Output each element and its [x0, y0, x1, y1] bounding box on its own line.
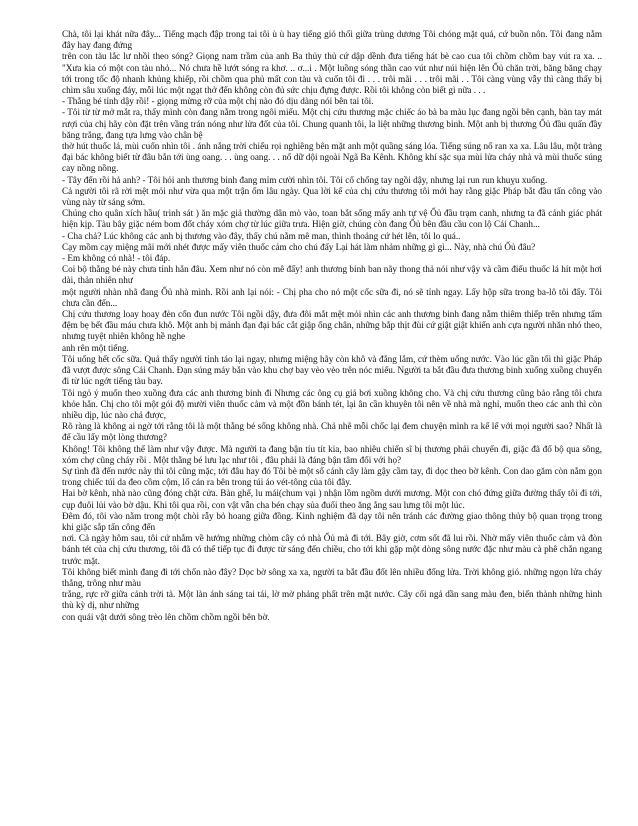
- paragraph: - Em không có nhà! - tôi đáp.: [62, 253, 171, 264]
- story-text: [62, 29, 602, 623]
- paragraph: Tôi uống hết cốc sữa. Quả thấy người tỉnh táo lại ngay, nhưng miệng hãy còn khô và đắng lắm, cứ thèm uống nước. Vào lúc gần tối thì giặc Pháp đã vượt được sông Cái Chanh. Đạn súng máy bắn vào khu chợ bay vèo vèo trên nóc miếu. Người ta bắt đầu đưa thương binh xuống xuồng chuyển đi từ lúc ngớt tiếng tàu bay.: [62, 353, 602, 387]
- paragraph: - Thằng bé tỉnh dậy rồi! - giọng mừng rỡ của một chị nào đó dịu dàng nói bên tai tôi.: [62, 96, 374, 107]
- paragraph: Chúng cho quân xích hầu( trinh sát ) ăn mặc giả thường dân mò vào, toan bắt sống mấy anh tự vệ Ốủ đầu trạm canh, nhưng ta đã cảnh giác phát hiện kịp. Tàu bây giặc ném bom đốt cháy xóm chợ từ lúc giữa trưa. Hiện giờ, chúng còn đang Ốủ bên đầu cầu con lộ Cái Chanh...: [62, 208, 602, 230]
- paragraph: trắng, rực rỡ giữa cảnh trời tà. Một làn ánh sáng tai tái, lờ mờ phảng phất trên mặt nước. Cây cối ngả dần sang màu đen, biến thành những hình thù kỳ dị, như những: [62, 589, 602, 611]
- paragraph: Cạy mồm cạy miệng mãi mới nhét được mấy viên thuốc cảm cho chú đấy Lại hát làm nhảm những gì gì... Này, nhà chú Ốủ đâu?: [62, 241, 536, 252]
- paragraph: - Cha chả? Lúc không các anh bị thương vào đây, thấy chú nằm mê man, thình thoảng cứ hét lên, tôi lo quá..: [62, 230, 461, 241]
- paragraph: nơi. Cả ngày hôm sau, tôi cứ nhắm về hướng những chòm cây có nhà Ốủ mà đi tới. Bây giờ, cơm sốt đã lui rồi. Nhờ mấy viên thuốc cảm và đòn bánh tét của chị cứu thương, tôi đã có thể tiếp tục đi được từ sáng đến chiều, cho tới khi gặp một dòng sông nước đặc như màu cà phê chắn ngang trước mặt.: [62, 533, 602, 566]
- paragraph: - Tây đến rồi hả anh? - Tôi hỏi anh thương binh đang mỉm cười nhìn tôi. Tôi cố chống tay ngồi dậy, nhưng lại run run khuỵu xuống.: [62, 174, 548, 185]
- paragraph: Không! Tôi không thể làm như vậy được. Mà người ta đang bận tíu tít kia, bao nhiêu chiến sĩ bị thương phải chuyển đi, giặc đã đổ bộ qua sông, xóm chợ cũng cháy rồi . Một thằng bé lưu lạc như tôi , đâu phải là đáng bận tâm đối với họ?: [62, 443, 602, 465]
- paragraph: Tôi ngỏ ý muốn theo xuồng đưa các anh thương binh đi Nhưng các ông cụ giả bơi xuồng không cho. Và chị cứu thương cũng bảo rằng tôi chưa khỏe hẳn. Chị cho tôi một gói độ mười viên thuốc cảm và một đồn bánh tét, lại ân cần khuyên tôi nên về nhà mà nghỉ, muốn theo các anh thì còn nhiều dịp, lúc nào chả được,: [62, 387, 602, 420]
- paragraph: Tôi không biết mình đang đi tới chốn nào đây? Dọc bờ sông xa xa, người ta bắt đầu đốt lên nhiều đống lửa. Trời không gió. những ngọn lửa cháy thẳng, trông như màu: [62, 566, 602, 588]
- paragraph: Cả người tôi rã rời mệt mỏi như vừa qua một trận ốm lâu ngày. Qua lời kể của chị cứu thương tôi mới hay rằng giặc Pháp bắt đầu tấn công vào vùng này từ sáng sớm.: [62, 185, 602, 208]
- paragraph: Rõ ràng là không ai ngờ tới rằng tôi là một thằng bé sống không nhà. Chả nhẽ mỗi chốc lại đem chuyện mình ra kể lể với mọi người sao? Nhất là để cầu lấy một lòng thương?: [62, 421, 602, 443]
- paragraph: trên con tàu lắc lư nhồi theo sóng? Giọng nam trầm của anh Ba thủy thủ cứ dập dềnh đưa tiếng hát bè cao cua tôi chồm chồm bay vút ra xa. .. "Xưa kia có một con tàu nhỏ... Nó chưa hề lướt sóng ra khơ. .. ơ...i . Một luồng sóng thần cao vút như núi hiện lên Ốủ chăn trời, băng băng chạy tới trong tốc độ nhanh khủng khiếp, rồi chồm qua phủ mất con tàu và cuốn tôi đi . . . trôi mãi . . . trôi mãi . . Tôi càng vùng vẫy thì càng thấy bị chìm sâu xuống đáy, mỗi lúc một ngạt thở đến không còn đủ sức chịu đựng được. Rồi tôi không còn biết gì nữa . . .: [62, 51, 602, 96]
- paragraph: - Tôi từ từ mở mắt ra, thấy mình còn đang nằm trong ngôi miếu. Một chị cứu thương mặc chiếc áo bà ba màu lục đang ngồi bên cạnh, bàn tay mát rượi của chị hãy còn đặt trên vầng trán nóng như lửa đốt của tôi. Chung quanh tôi, la liệt những thương binh. Một anh bị thương Ốủ đầu quấn đầy băng trắng, đang tựa lưng vào chân bệ: [62, 107, 602, 140]
- paragraph: anh rên một tiếng.: [62, 342, 129, 353]
- paragraph: Coi bộ thằng bé này chưa tỉnh hẳn đâu. Xem như nó còn mê đấy! anh thương binh ban nãy thong thả nói như vậy và cầm điếu thuốc lá hít một hơi dài, thản nhiên như: [62, 264, 602, 286]
- paragraph: Sự tình đã đến nước này thì tôi cũng mặc, tới đâu hay đó Tôi bè một số cánh cây làm gậy cầm tay, đi dọc theo bờ kênh. Con dao găm còn nằm gọn trong chiếc túi da đeo cồm cộm, lổ cán ra bên trong túi áo vét-tông của tôi đây.: [62, 465, 602, 488]
- paragraph: con quái vật dưới sông trèo lên chồm chồm ngồi bên bờ.: [62, 611, 270, 622]
- paragraph: Chị cứu thương loay hoay đèn cốn đun nước Tôi ngồi dậy, đưa đôi mắt mệt mỏi nhìn các anh thương binh đang nằm thiêm thiếp trên nhưng tấm đệm bẹ bết đầu máu chưa khô. Một anh bị mảnh đạn đại bác cắt giập ống chân, những bắp thịt đùi cứ giật giật khiến anh cựa người nhăn nhó theo, nhưng tuyệt nhiên không hề nghe: [62, 309, 602, 342]
- paragraph: Đêm đó, tôi vào nằm trong một chòi rẫy bỏ hoang giữa đồng. Kinh nghiệm đã dạy tôi nên tránh các đường giao thông thủy bộ quan trọng trong khi giặc sắp tấn công đến: [62, 510, 602, 532]
- paragraph: Chà, tôi lại khát nữa đây... Tiếng mạch đập trong tai tôi ù ù hay tiếng gió thổi giữa trùng dương Tôi chóng mặt quá, cứ buồn nôn. Tôi đang nằm đây hay đang đứng: [62, 29, 602, 51]
- paragraph: thờ hút thuốc lá, mùi cuốn nhìn tôi . ánh nắng trời chiếu rọi nghiêng bên mặt anh một quầng sáng lóa. Tiếng súng nổ ran xa xa. Lâu lâu, một tràng đại bác không biết từ đâu bắn tới ùng oang. . . ùng oang. . . nổ dữ dội ngoài Ngã Ba Kênh. Không khí sặc sụa mùi lửa cháy nhà và mùi thuốc súng cay nồng nồng.: [62, 141, 602, 174]
- paragraph: một người nhàn nhã đang Ốủ nhà mình. Rồi anh lại nói: - Chị pha cho nó một cốc sữa đi, nó sẽ tỉnh ngay. Lấy hộp sữa trong ba-lô tôi đấy. Tôi chưa cần đến...: [62, 286, 602, 308]
- paragraph: Hai bờ kênh, nhà nào cũng đóng chặt cửa. Bàn ghế, lu mái(chum vại ) nhận lồm ngồm dưới mương. Một con chó đứng giữa đường thấy tôi đi tới, cụp đuôi lủi vào bờ dậu. Khi tôi qua rồi, con vật vẫn cha bén chạy sủa đuổi theo ăng ẳng sau lưng tôi một lúc.: [62, 488, 602, 510]
